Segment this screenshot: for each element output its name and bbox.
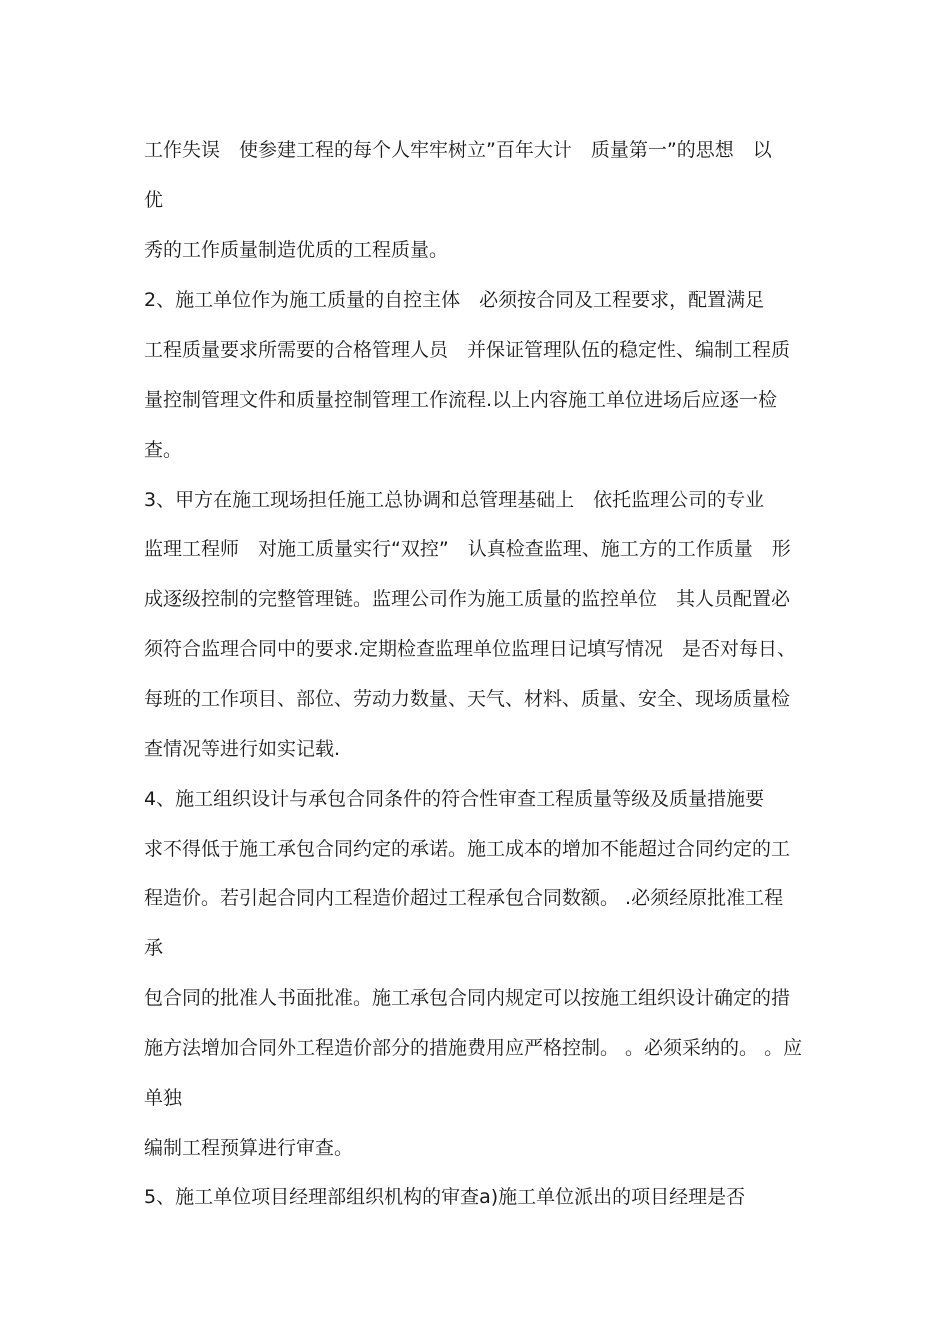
text-line-12: 每班的工作项目、部位、劳动力数量、天气、材料、质量、安全、现场质量检	[144, 688, 791, 710]
text-line-2: 优	[144, 189, 164, 211]
text-line-5: 工程质量要求所需要的合格管理人员 并保证管理队伍的稳定性、编制工程质	[144, 339, 791, 361]
text-line-4: 2、施工单位作为施工质量的自控主体 必须按合同及工程要求，配置满足	[144, 289, 765, 311]
text-line-21: 编制工程预算进行审查。	[144, 1137, 354, 1159]
text-line-3: 秀的工作质量制造优质的工程质量。	[144, 239, 449, 261]
text-line-18: 包合同的批准人书面批准。施工承包合同内规定可以按施工组织设计确定的措	[144, 987, 791, 1009]
text-line-1: 工作失误 使参建工程的每个人牢牢树立”百年大计 质量第一”的思想 以	[144, 139, 772, 161]
text-line-6: 量控制管理文件和质量控制管理工作流程.以上内容施工单位进场后应逐一检	[144, 389, 778, 411]
text-line-16: 程造价。若引起合同内工程造价超过工程承包合同数额。 .必须经原批准工程	[144, 887, 784, 909]
text-line-9: 监理工程师 对施工质量实行“双控” 认真检查监理、施工方的工作质量 形	[144, 538, 791, 560]
text-line-13: 查情况等进行如实记载.	[144, 738, 341, 760]
text-line-15: 求不得低于施工承包合同约定的承诺。施工成本的增加不能超过合同约定的工	[144, 838, 791, 860]
text-line-11: 须符合监理合同中的要求.定期检查监理单位监理日记填写情况 是否对每日、	[144, 638, 797, 660]
text-line-20: 单独	[144, 1087, 183, 1109]
text-line-22: 5、施工单位项目经理部组织机构的审查a)施工单位派出的项目经理是否	[144, 1186, 746, 1208]
text-line-17: 承	[144, 937, 164, 959]
text-line-7: 查。	[144, 439, 183, 461]
text-line-19: 施方法增加合同外工程造价部分的措施费用应严格控制。 。必须采纳的。 。应	[144, 1037, 803, 1059]
text-line-8: 3、甲方在施工现场担任施工总协调和总管理基础上 依托监理公司的专业	[144, 489, 765, 511]
text-line-10: 成逐级控制的完整管理链。监理公司作为施工质量的监控单位 其人员配置必	[144, 588, 791, 610]
text-line-14: 4、施工组织设计与承包合同条件的符合性审查工程质量等级及质量措施要	[144, 788, 765, 810]
